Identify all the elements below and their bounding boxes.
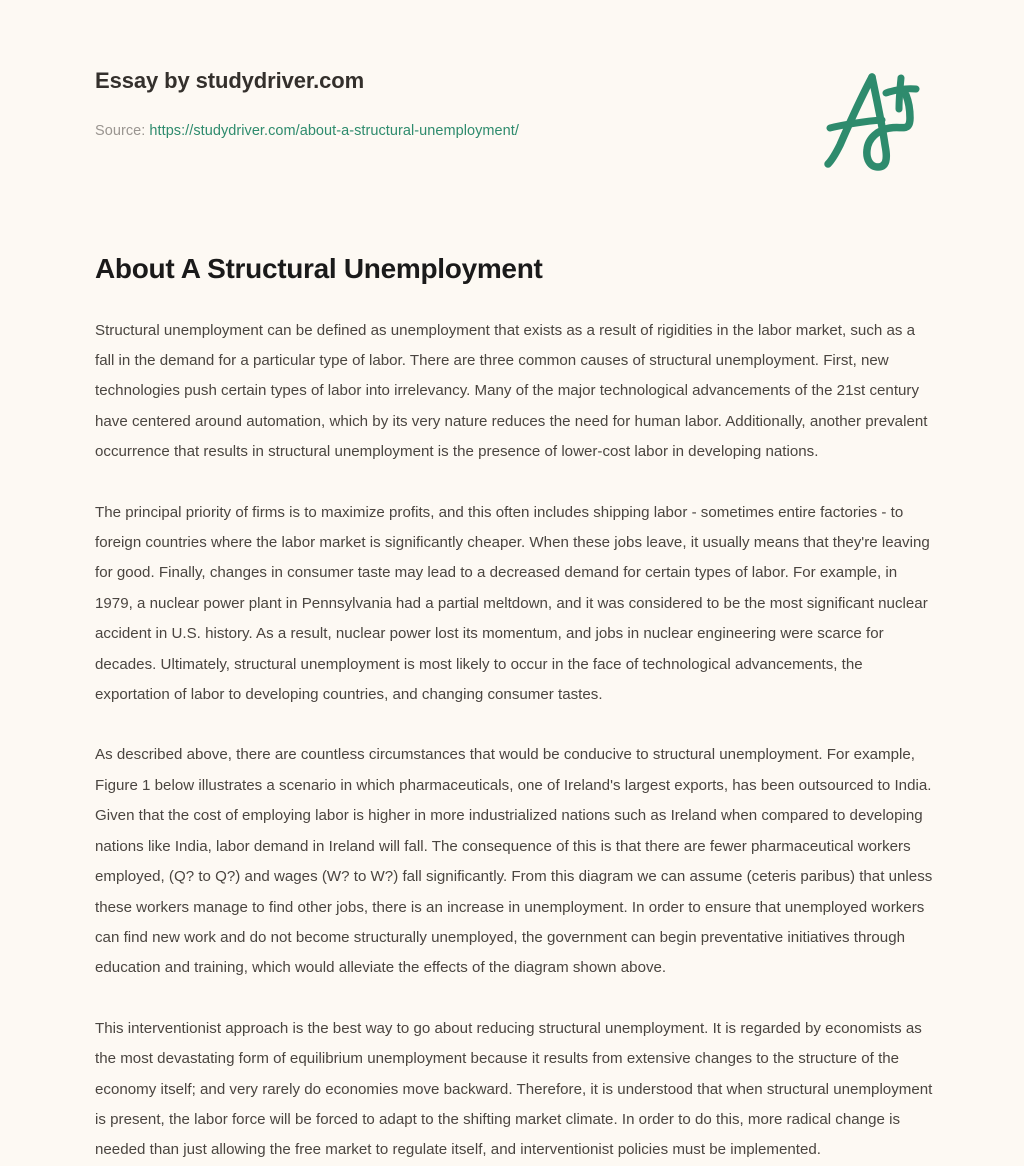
page-header [0, 0, 1024, 200]
article-paragraph: As described above, there are countless circumstances that would be conducive to structural unemployment. For example, Figure 1 below illustrates a scenario in which pharmaceuticals, one of Ireland's largest exports, has been outsourced to India. Given that the cost of employing labor is higher in more industrialized nations such as Ireland when compared to developing nations like India, labor demand in Ireland will fall. The consequence of this is that there are fewer pharmaceutical workers employed, (Q? to Q?) and wages (W? to W?) fall significantly. From this diagram we can assume (ceteris paribus) that unless these workers manage to find other jobs, there is an increase in unemployment. In order to ensure that unemployed workers can find new work and do not become structurally unemployed, the government can begin preventative initiatives through education and training, which would alleviate the effects of the diagram shown above. [95, 746, 933, 977]
source-url-link[interactable]: https://studydriver.com/about-a-structural-unemployment/ [149, 123, 519, 139]
article-paragraph: Structural unemployment can be defined as unemployment that exists as a result of rigidities in the labor market, such as a fall in the demand for a particular type of labor. There are three common causes of structural unemployment. First, new technologies push certain types of labor into irrelevancy. Many of the major technological advancements of the 21st century have centered around automation, which by its very nature reduces the need for human labor. Additionally, another prevalent occurrence that results in structural unemployment is the presence of lower-cost labor in developing nations. [95, 321, 928, 461]
source-label: Source: [95, 123, 146, 139]
article-paragraph: The principal priority of firms is to maximize profits, and this often includes shipping labor - sometimes entire factories - to foreign countries where the labor market is significantly cheaper. When these jobs leave, it usually means that they're leaving for good. Finally, changes in consumer taste may lead to a decreased demand for certain types of labor. For example, in 1979, a nuclear power plant in Pennsylvania had a partial meltdown, and it was considered to be the most significant nuclear accident in U.S. history. As a result, nuclear power lost its momentum, and jobs in nuclear engineering were scarce for decades. Ultimately, structural unemployment is most likely to occur in the face of technological advancements, the exportation of labor to developing countries, and changing consumer tastes. [95, 503, 930, 704]
article-body [95, 316, 935, 1166]
brand-title: Essay by studydriver.com [95, 68, 365, 93]
article [95, 252, 935, 1166]
article-paragraph: This interventionist approach is the best way to go about reducing structural unemployment. It is regarded by economists as the most devastating form of equilibrium unemployment because it results from extensive changes to the structure of the economy itself; and very rarely do economies move backward. Therefore, it is understood that when structural unemployment is present, the labor force will be forced to adapt to the shifting market climate. In order to do this, more radical change is needed than just allowing the free market to regulate itself, and interventionist policies must be implemented. [95, 1019, 933, 1159]
a-plus-logo [812, 60, 932, 175]
a-plus-logo-icon [812, 60, 932, 175]
page-title: About A Structural Unemployment [95, 253, 543, 284]
source-line [95, 123, 519, 139]
